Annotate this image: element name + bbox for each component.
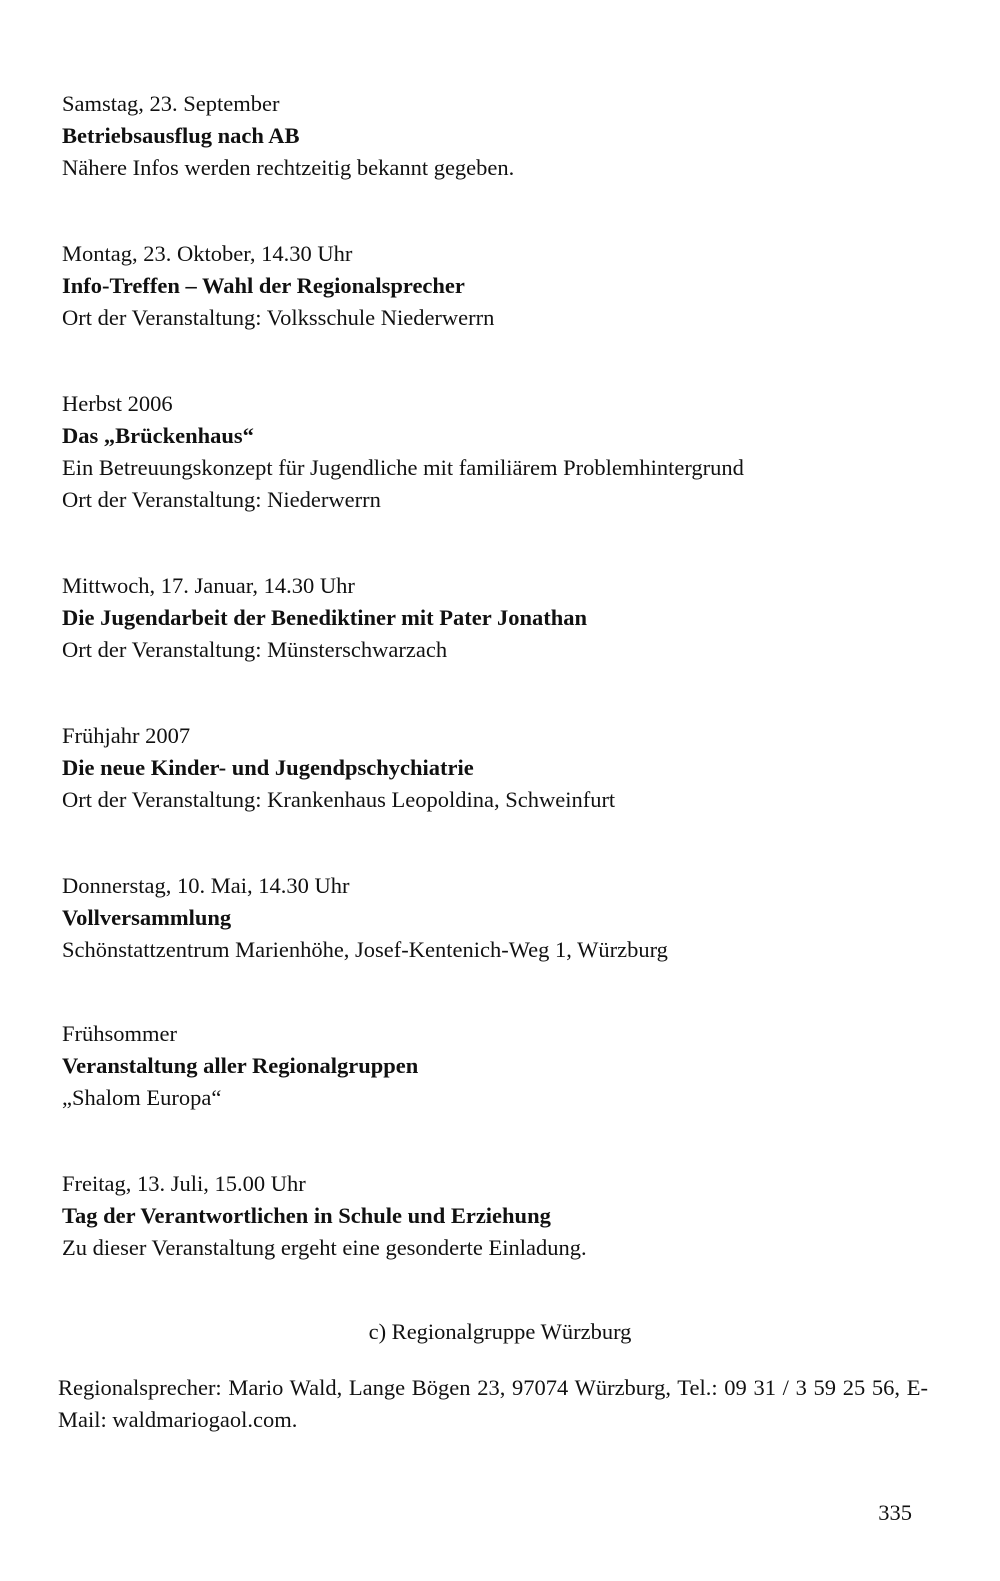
event-date: Samstag, 23. September	[62, 91, 280, 116]
event-title: Das „Brückenhaus“	[62, 423, 254, 448]
event-detail: Nähere Infos werden rechtzeitig bekannt gegeben.	[62, 155, 515, 180]
event-detail: „Shalom Europa“	[62, 1085, 222, 1110]
event-date: Montag, 23. Oktober, 14.30 Uhr	[62, 241, 353, 266]
contact-paragraph: Regionalsprecher: Mario Wald, Lange Bögen 23, 97074 Würzburg, Tel.: 09 31 / 3 59 25 56, E-Mail: waldmariogaol.com.	[58, 1375, 928, 1432]
event-title: Info-Treffen – Wahl der Regionalsprecher	[62, 273, 465, 298]
event-title: Die Jugendarbeit der Benediktiner mit Pater Jonathan	[62, 605, 587, 630]
event-detail: Ein Betreuungskonzept für Jugendliche mit familiärem Problemhintergrund	[62, 455, 744, 480]
event-block-betriebsausflug	[62, 88, 942, 184]
event-detail: Ort der Veranstaltung: Volksschule Niederwerrn	[62, 305, 495, 330]
event-detail: Ort der Veranstaltung: Krankenhaus Leopoldina, Schweinfurt	[62, 787, 616, 812]
event-block-verantwortliche	[62, 1168, 942, 1264]
event-date: Freitag, 13. Juli, 15.00 Uhr	[62, 1171, 306, 1196]
event-title: Veranstaltung aller Regionalgruppen	[62, 1053, 419, 1078]
event-block-vollversammlung	[62, 870, 942, 966]
event-date: Frühsommer	[62, 1021, 177, 1046]
event-date: Donnerstag, 10. Mai, 14.30 Uhr	[62, 873, 350, 898]
event-title: Betriebsausflug nach AB	[62, 123, 300, 148]
section-heading: c) Regionalgruppe Würzburg	[368, 1319, 632, 1344]
event-detail: Zu dieser Veranstaltung ergeht eine gesonderte Einladung.	[62, 1235, 587, 1260]
event-block-brueckenhaus	[62, 388, 942, 516]
event-detail: Schönstattzentrum Marienhöhe, Josef-Kentenich-Weg 1, Würzburg	[62, 937, 668, 962]
event-title: Die neue Kinder- und Jugendpschychiatrie	[62, 755, 474, 780]
event-detail: Ort der Veranstaltung: Münsterschwarzach	[62, 637, 448, 662]
event-block-jugendpsychiatrie	[62, 720, 942, 816]
event-block-jugendarbeit	[62, 570, 942, 666]
event-title: Vollversammlung	[62, 905, 232, 930]
event-detail: Ort der Veranstaltung: Niederwerrn	[62, 487, 381, 512]
event-block-info-treffen	[62, 238, 942, 334]
event-title: Tag der Verantwortlichen in Schule und Erziehung	[62, 1203, 551, 1228]
page-number: 335	[878, 1500, 912, 1525]
event-date: Herbst 2006	[62, 391, 173, 416]
event-date: Frühjahr 2007	[62, 723, 191, 748]
event-date: Mittwoch, 17. Januar, 14.30 Uhr	[62, 573, 355, 598]
event-block-regionalgruppen	[62, 1018, 942, 1114]
